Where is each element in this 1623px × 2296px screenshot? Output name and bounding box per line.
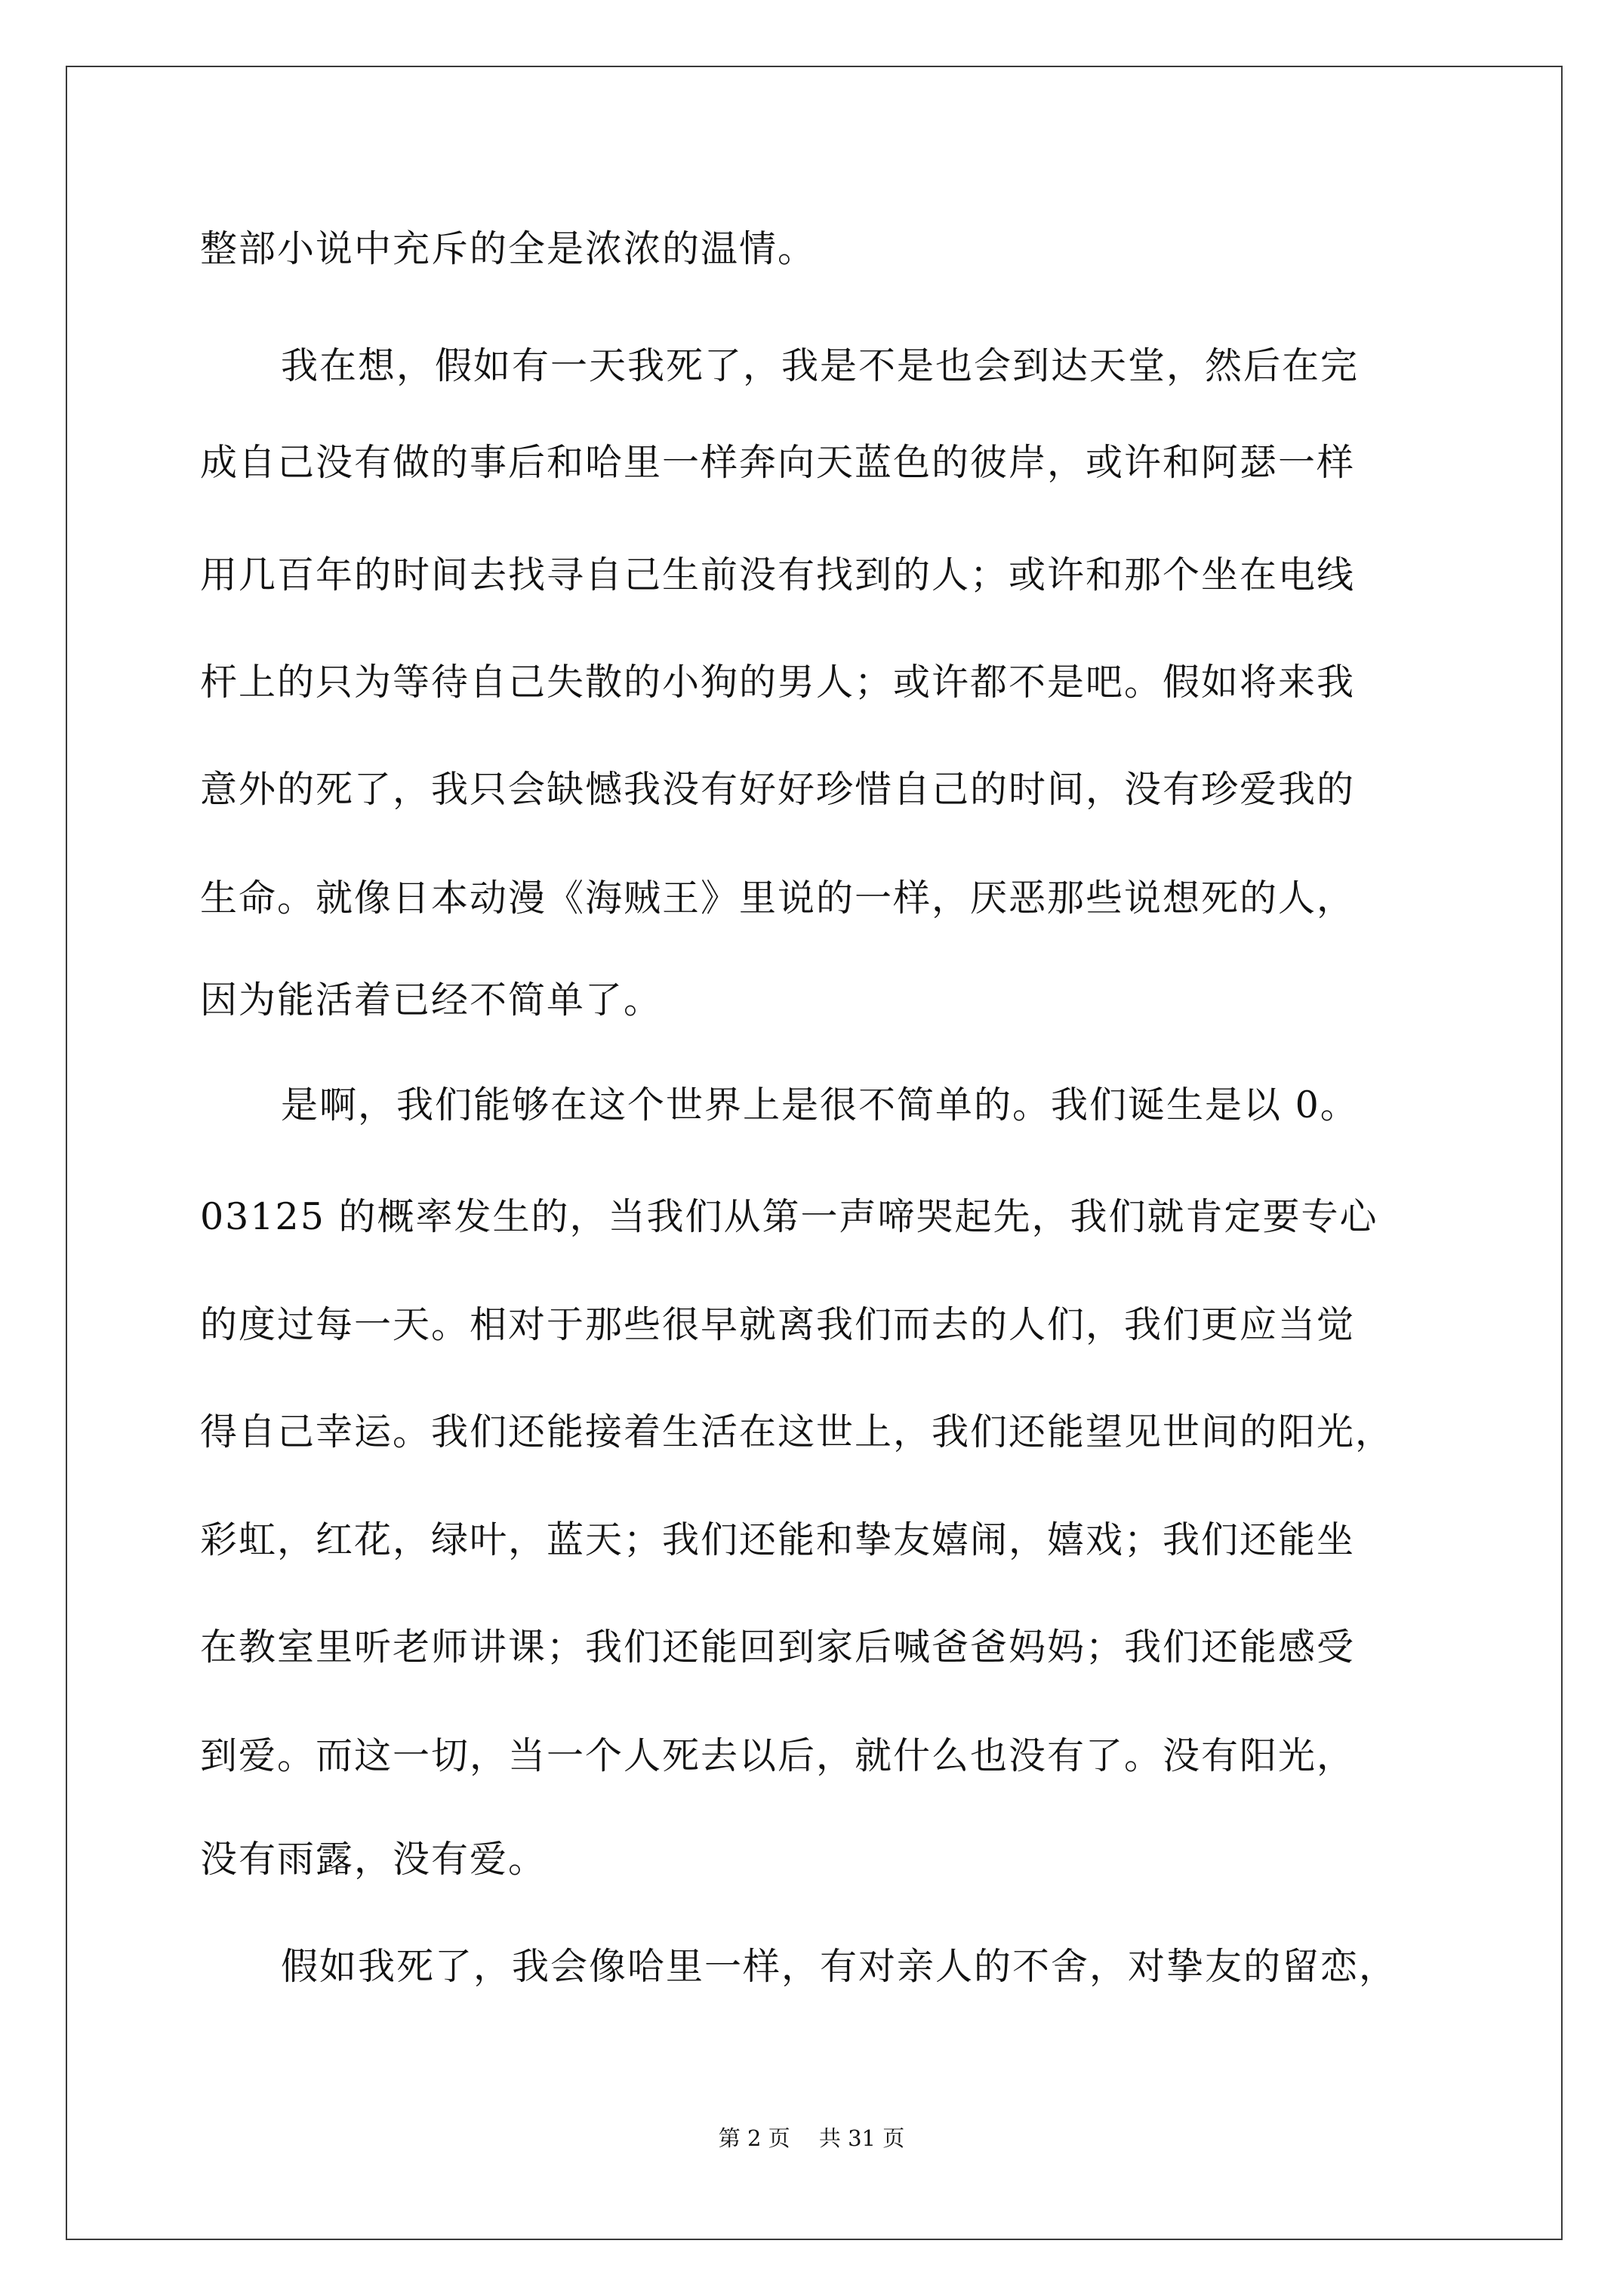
text-line: 整部小说中充斥的全是浓浓的温情。 [200,227,817,270]
text-line: 生命。就像日本动漫《海贼王》里说的一样，厌恶那些说想死的人， [200,877,1356,920]
page-number-footer: 第 2 页 共 31 页 [718,2125,905,2151]
text-line: 用几百年的时间去找寻自己生前没有找到的人；或许和那个坐在电线 [200,553,1356,596]
page-border [66,66,1563,2240]
paragraph-start-line: 假如我死了，我会像哈里一样，有对亲人的不舍，对挚友的留恋， [281,1945,1398,1988]
paragraph-start-line: 是啊，我们能够在这个世界上是很不简单的。我们诞生是以 0。 [281,1083,1359,1126]
text-line: 没有雨露，没有爱。 [200,1838,547,1881]
text-line: 的度过每一天。相对于那些很早就离我们而去的人们，我们更应当觉 [200,1303,1356,1346]
text-line: 成自己没有做的事后和哈里一样奔向天蓝色的彼岸，或许和阿瑟一样 [200,441,1356,484]
text-line: 在教室里听老师讲课；我们还能回到家后喊爸爸妈妈；我们还能感受 [200,1626,1356,1669]
text-line: 得自己幸运。我们还能接着生活在这世上，我们还能望见世间的阳光， [200,1410,1394,1453]
text-line: 杆上的只为等待自己失散的小狗的男人；或许都不是吧。假如将来我 [200,661,1356,704]
text-line: 彩虹，红花，绿叶，蓝天；我们还能和挚友嬉闹，嬉戏；我们还能坐 [200,1518,1356,1561]
paragraph-start-line: 我在想，假如有一天我死了，我是不是也会到达天堂，然后在完 [281,344,1360,387]
text-line: 意外的死了，我只会缺憾我没有好好珍惜自己的时间，没有珍爱我的 [200,768,1356,811]
text-line: 03125 的概率发生的，当我们从第一声啼哭起先，我们就肯定要专心 [200,1195,1378,1238]
text-line: 因为能活着已经不简单了。 [200,978,663,1022]
text-line: 到爱。而这一切，当一个人死去以后，就什么也没有了。没有阳光， [200,1734,1356,1777]
